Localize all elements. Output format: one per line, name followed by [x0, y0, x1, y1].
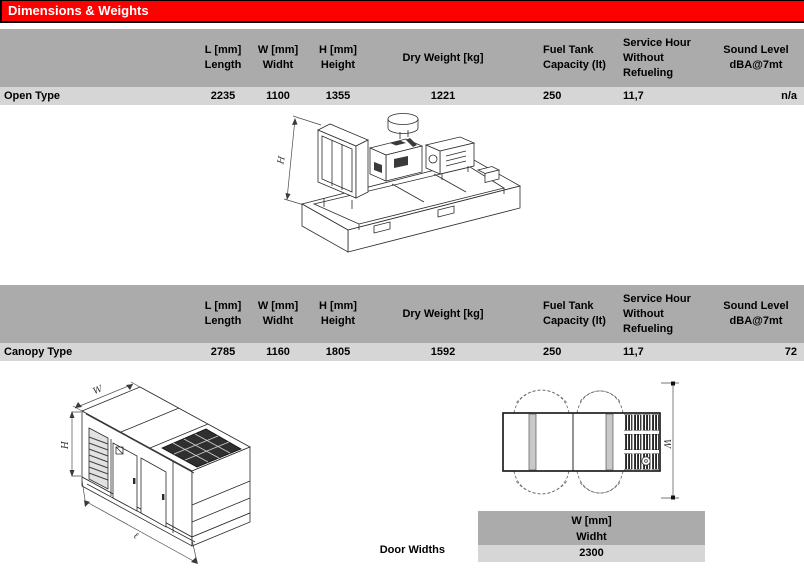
canopy-type-table: [0, 285, 804, 361]
door-swing-arcs-bottom: [514, 471, 623, 494]
door-widths-value-row: 2300: [478, 545, 705, 562]
canopy-h-dimension: [61, 411, 81, 477]
open-dry-weight-value: 1221: [430, 90, 456, 102]
header-dry-weight: Dry Weight [kg]: [402, 307, 484, 320]
header-type-cell: [0, 285, 190, 343]
canopy-fuel-tank-value: 250: [543, 346, 562, 358]
open-h-dimension: [276, 116, 321, 208]
fuel-cap: [642, 457, 650, 465]
header-dry-weight: Dry Weight [kg]: [402, 51, 484, 64]
canopy-service-hour-value: 11,7: [623, 346, 644, 358]
open-height-value: 1355: [325, 90, 351, 102]
section-title-banner: [0, 0, 804, 23]
door-view-grille: [624, 415, 659, 470]
door-widths-table-header: W [mm] Widht: [478, 511, 705, 545]
door-widths-svg: [476, 381, 704, 508]
row-label: Open Type: [4, 90, 61, 102]
canopy-l-label: ℓ: [131, 531, 140, 542]
header-service-hour: Service Hour Without Refueling: [623, 36, 691, 79]
header-length: L [mm] Length: [204, 44, 242, 71]
header-sound-level: Sound Level dBA@7mt: [723, 300, 789, 327]
open-width-value: 1100: [266, 90, 290, 102]
header-width: W [mm] Widht: [257, 44, 299, 71]
canopy-dry-weight-value: 1592: [430, 346, 456, 358]
row-label: Canopy Type: [4, 346, 73, 358]
open-type-table: [0, 29, 804, 105]
header-fuel-tank: Fuel Tank Capacity (lt): [543, 300, 606, 327]
header-type-cell: [0, 29, 190, 87]
open-table-header-row: [0, 29, 804, 87]
open-length-value: 2235: [210, 90, 236, 102]
canopy-length-value: 2785: [210, 346, 236, 358]
header-width: W [mm] Widht: [257, 300, 299, 327]
header-length: L [mm] Length: [204, 300, 242, 327]
canopy-genset-drawing: [45, 374, 321, 586]
door-w-dimension: [661, 382, 679, 500]
open-type-row: [0, 87, 804, 105]
header-sound-level: Sound Level dBA@7mt: [723, 44, 789, 71]
open-sound-level-value: n/a: [781, 90, 797, 102]
open-engine: [370, 114, 422, 182]
open-genset-drawing: [262, 104, 540, 262]
canopy-width-value: 1160: [266, 346, 290, 358]
door-swing-arcs-top: [514, 390, 623, 413]
hinge-strip: [529, 414, 536, 470]
header-service-hour: Service Hour Without Refueling: [623, 292, 691, 335]
canopy-sound-level-value: 72: [784, 346, 797, 358]
canopy-louver-panel: [89, 428, 108, 489]
canopy-w-label: W: [91, 384, 105, 398]
door-widths-drawing: [476, 381, 704, 508]
door-widths-label: Door Widths: [379, 544, 445, 556]
header-height: H [mm] Height: [319, 300, 357, 327]
open-fuel-tank-value: 250: [543, 90, 562, 102]
canopy-type-row: [0, 343, 804, 361]
section-title: Dimensions & Weights: [8, 3, 149, 18]
header-fuel-tank: Fuel Tank Capacity (lt): [543, 44, 606, 71]
door-handle: [162, 494, 164, 500]
open-h-label: H: [276, 155, 288, 166]
door-handle: [133, 478, 135, 484]
canopy-genset-svg: [45, 374, 321, 586]
open-genset-svg: [262, 104, 540, 262]
header-height: H [mm] Height: [319, 44, 357, 71]
canopy-height-value: 1805: [325, 346, 351, 358]
hinge-strip: [606, 414, 613, 470]
open-service-hour-value: 11,7: [623, 90, 644, 102]
door-w-label: W: [661, 439, 671, 449]
canopy-h-label: H: [61, 441, 71, 449]
canopy-table-header-row: [0, 285, 804, 343]
